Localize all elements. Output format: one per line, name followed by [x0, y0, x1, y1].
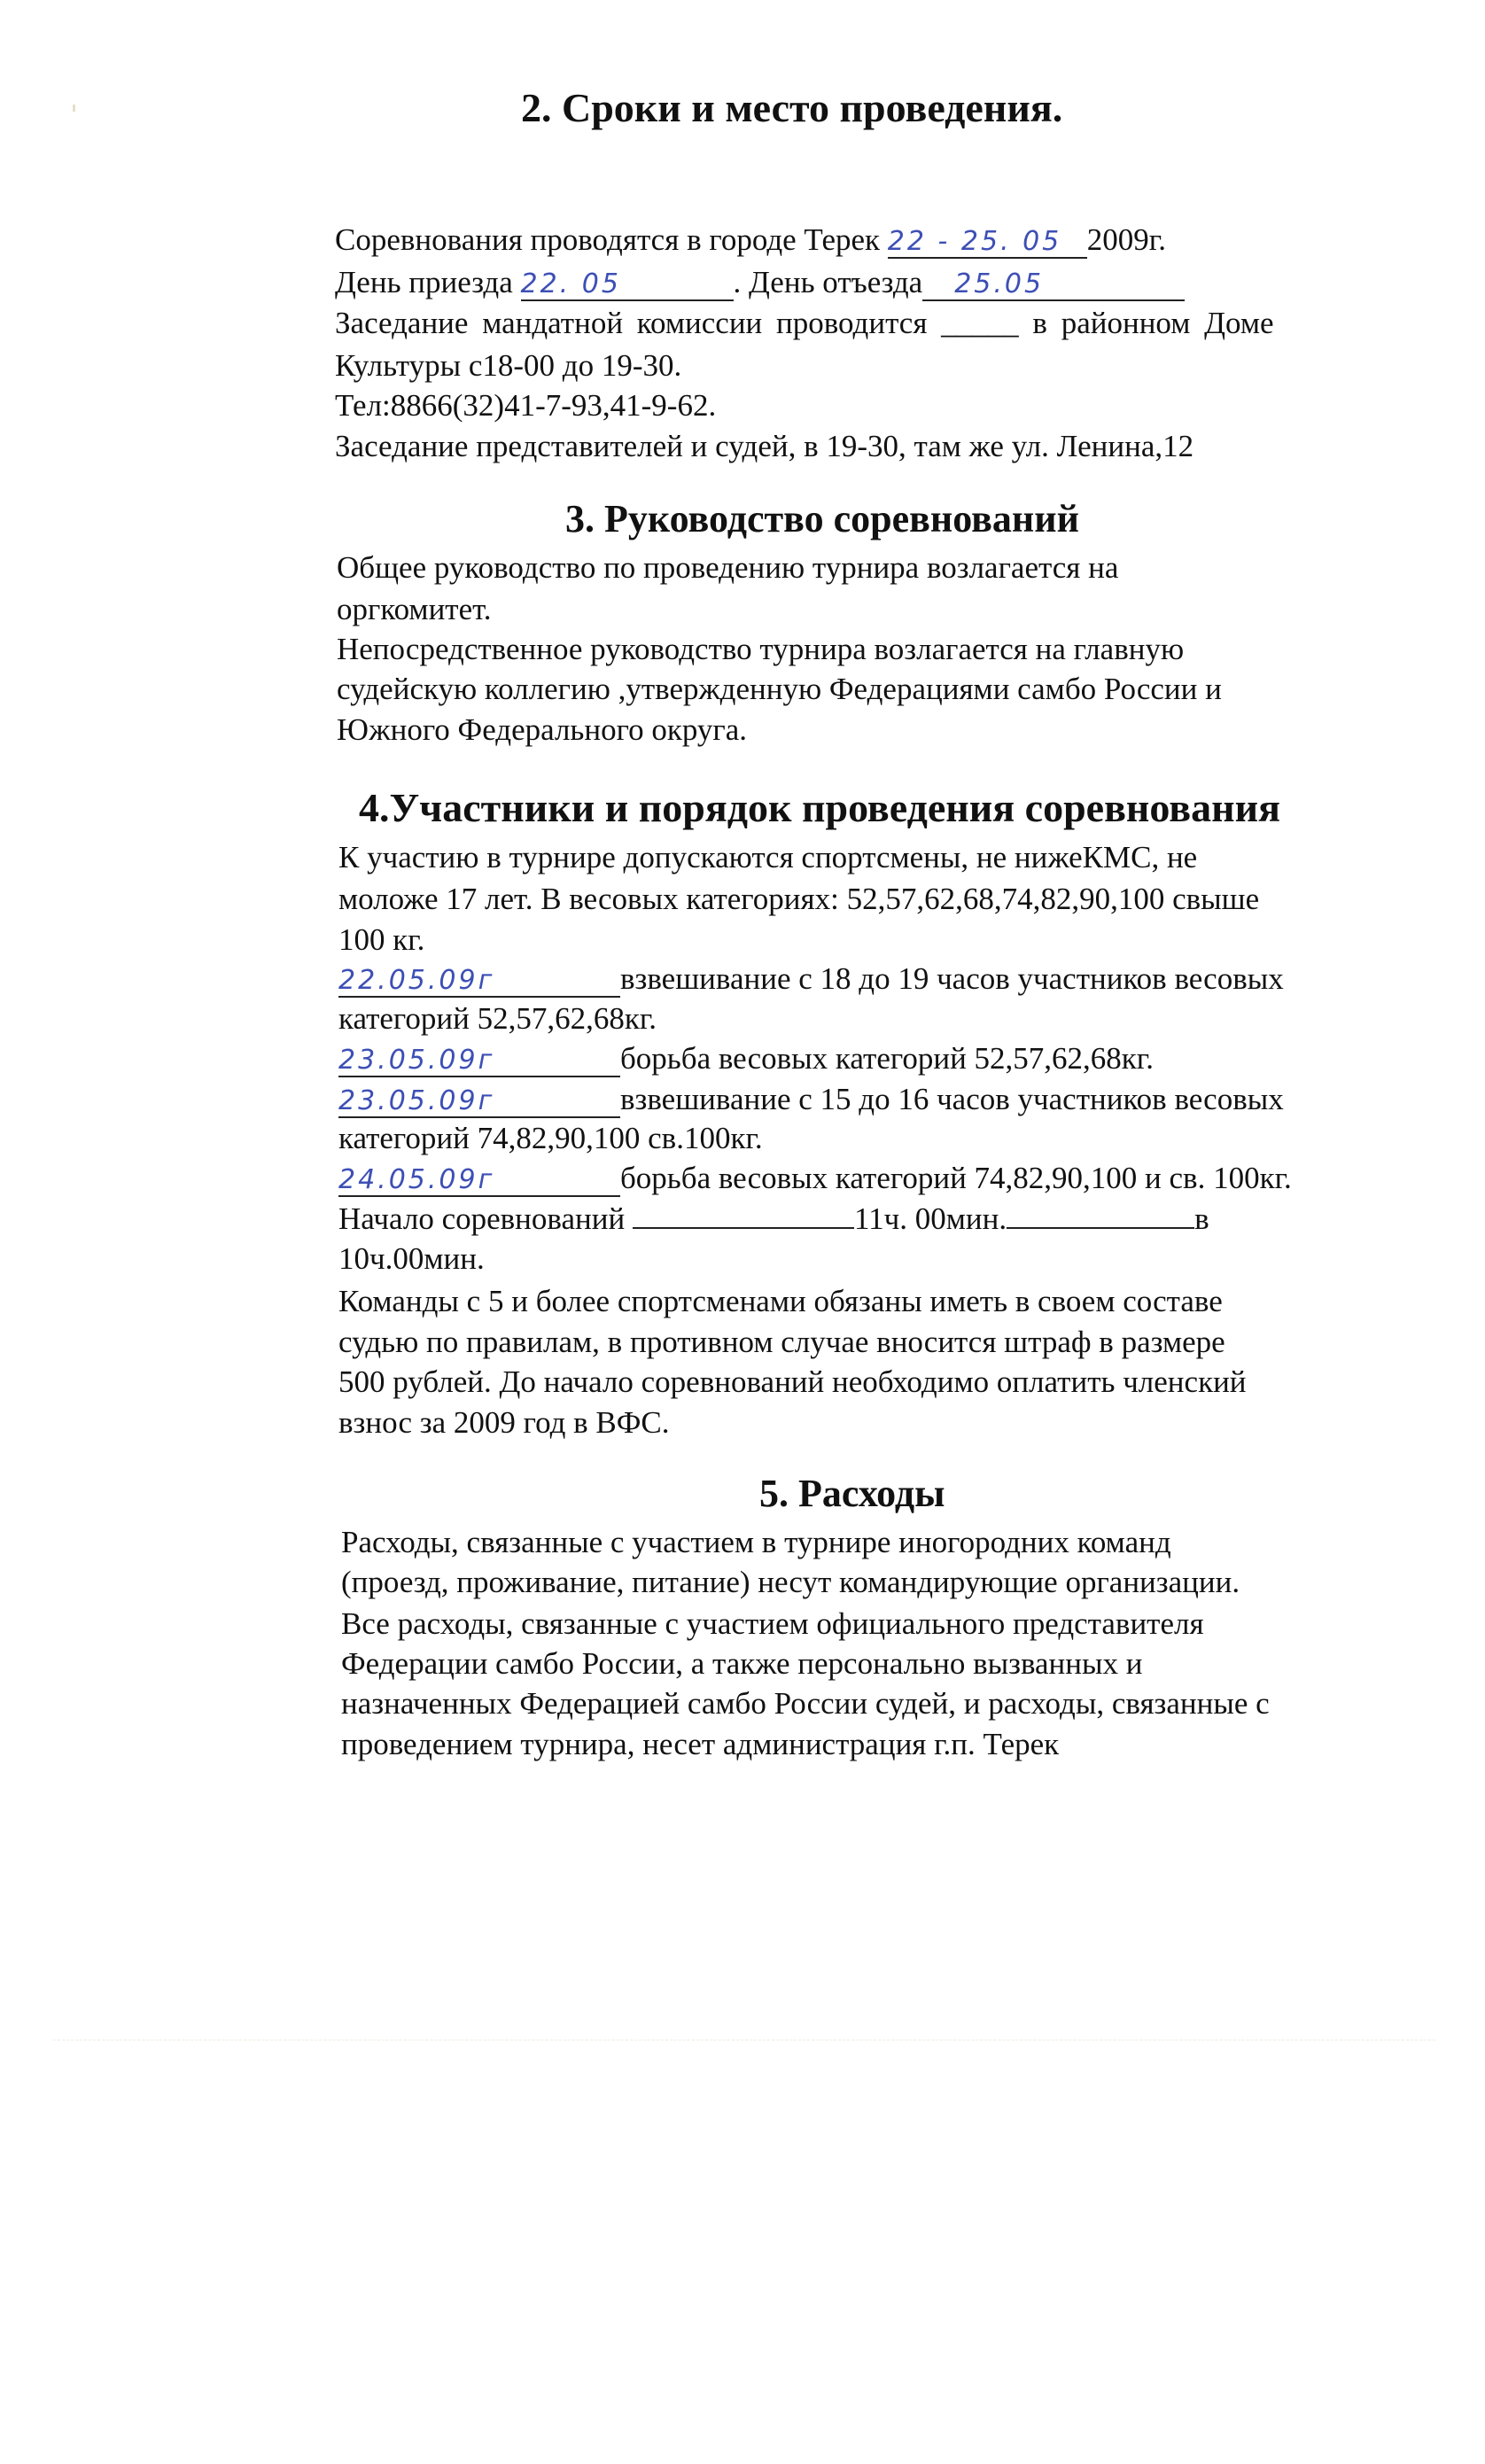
s2-line-6: Заседание представителей и судей, в 19-30, там же ул. Ленина,12 — [335, 429, 1194, 463]
s2-line-1 — [335, 220, 1166, 260]
section-4-title: 4.Участники и порядок проведения соревнования — [359, 785, 1281, 830]
blank-line — [633, 1202, 854, 1229]
handwritten-date-2: 23.05.09г — [338, 1045, 620, 1077]
s4-para-4: взнос за 2009 год в ВФС. — [338, 1405, 670, 1440]
s5-line-2: (проезд, проживание, питание) несут командирующие организации. — [341, 1565, 1240, 1599]
s4-line-2: моложе 17 лет. В весовых категориях: 52,57,62,68,74,82,90,100 свыше — [338, 882, 1260, 916]
s4-schedule-4 — [338, 1158, 1292, 1199]
s4-schedule-1 — [338, 959, 1284, 999]
s4-schedule-3b: категорий 74,82,90,100 св.100кг. — [338, 1121, 763, 1155]
start-label: Начало соревнований — [338, 1201, 626, 1236]
s3-line-1: Общее руководство по проведению турнира возлагается на — [337, 550, 1119, 585]
scan-mark — [73, 105, 75, 112]
section-3-title: 3. Руководство соревнований — [565, 497, 1079, 540]
schedule-3-text: взвешивание с 15 до 16 часов участников весовых — [620, 1082, 1284, 1116]
start-in: в — [1194, 1201, 1209, 1236]
s3-line-2: оргкомитет. — [337, 592, 492, 626]
s5-line-3: Все расходы, связанные с участием официального представителя — [341, 1606, 1204, 1641]
s4-line-3: 100 кг. — [338, 922, 425, 957]
blank-line — [1007, 1202, 1194, 1229]
handwritten-arrival: 22. 05 — [521, 269, 734, 301]
section-5-title: 5. Расходы — [759, 1472, 945, 1515]
handwritten-dates: 22 - 25. 05 — [888, 227, 1087, 259]
s2-line-5: Тел:8866(32)41-7-93,41-9-62. — [335, 388, 717, 423]
s4-para-3: 500 рублей. До начало соревнований необходимо оплатить членский — [338, 1364, 1247, 1399]
s4-line-1: К участию в турнире допускаются спортсмены, не нижеКМС, не — [338, 840, 1198, 874]
schedule-4-text: борьба весовых категорий 74,82,90,100 и св. 100кг. — [620, 1161, 1292, 1195]
s4-start — [338, 1199, 1209, 1240]
s4-schedule-1b: категорий 52,57,62,68кг. — [338, 1001, 657, 1036]
s3-line-5: Южного Федерального округа. — [337, 712, 748, 747]
departure-label: . День отъезда — [733, 265, 923, 299]
s3-line-4: судейскую коллегию ,утвержденную Федерациями самбо России и — [337, 672, 1222, 706]
s4-schedule-2 — [338, 1038, 1154, 1079]
s2-line-1-year: 2009г. — [1086, 222, 1166, 257]
s2-line-4: Культуры с18-00 до 19-30. — [335, 348, 682, 383]
section-2-title: 2. Сроки и место проведения. — [521, 85, 1063, 130]
handwritten-date-4: 24.05.09г — [338, 1165, 620, 1197]
start-time: 11ч. 00мин. — [853, 1201, 1007, 1236]
s5-line-1: Расходы, связанные с участием в турнире иногородних команд — [341, 1525, 1171, 1559]
s3-line-3: Непосредственное руководство турнира возлагается на главную — [337, 632, 1185, 666]
s5-line-5: назначенных Федерацией самбо России судей, и расходы, связанные с — [341, 1686, 1270, 1721]
s5-line-4: Федерации самбо России, а также персонально вызванных и — [341, 1646, 1143, 1681]
schedule-2-text: борьба весовых категорий 52,57,62,68кг. — [620, 1041, 1154, 1076]
s2-line-1-text: Соревнования проводятся в городе Терек — [335, 222, 881, 257]
arrival-label: День приезда — [335, 265, 513, 299]
s4-para-2: судью по правилам, в противном случае вносится штраф в размере — [338, 1325, 1225, 1359]
s4-para-1: Команды с 5 и более спортсменами обязаны иметь в своем составе — [338, 1284, 1223, 1318]
s2-line-3: Заседание мандатной комиссии проводится _____ в районном Доме — [335, 306, 1274, 340]
s2-line-2 — [335, 262, 1185, 303]
handwritten-departure: 25.05 — [922, 269, 1185, 301]
handwritten-date-1: 22.05.09г — [338, 966, 620, 998]
s5-line-6: проведением турнира, несет администрация г.п. Терек — [341, 1727, 1060, 1761]
s4-schedule-3 — [338, 1079, 1284, 1120]
s4-start-2: 10ч.00мин. — [338, 1241, 485, 1276]
schedule-1-text: взвешивание с 18 до 19 часов участников весовых — [620, 961, 1284, 996]
handwritten-date-3: 23.05.09г — [338, 1086, 620, 1118]
